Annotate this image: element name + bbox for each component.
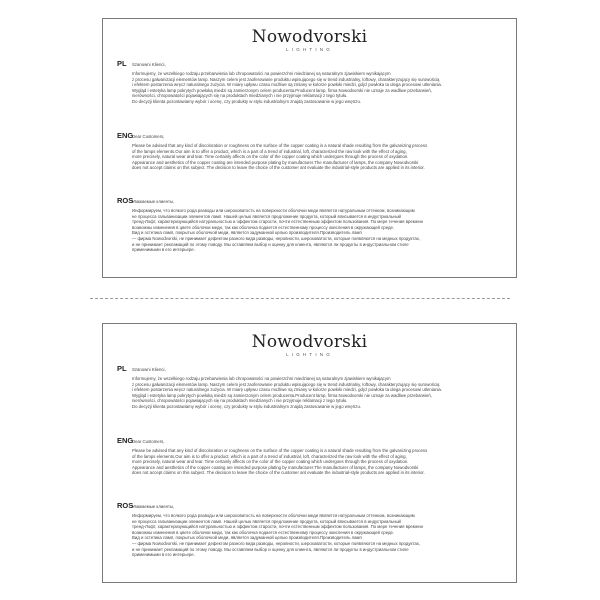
text-line: z procesu galwanizacji elementów lamp. Naszym celem jest zaoferowanie produktu wpisującego się w trend industrialny, loftowy, charakteryzujący się surowością (132, 381, 440, 387)
text-line: does not accept claims on this subject. The decision to leave the choice of the customer ant evaluate the industrial-style products are applied in its interior. (132, 165, 425, 171)
text-line: Do decyzji klienta pozostawiamy wybór i ocenę, czy produkty w stylu industrialnym znajdą zastosowanie w jego wnętrzu. (132, 99, 362, 105)
lang-label-ros: ROS (117, 501, 134, 510)
lang-label-pl: PL (117, 59, 127, 68)
text-line: nierówności, chropowatości pojawiających się na produktach miedzianych i nie przyjmuje reklamacji z tego tytułu. (132, 398, 348, 404)
text-line: Appearance and aesthetics of the copper coating are intended purpose plating by manufacturer.The manufacturer of lamps, the company Nowodvorski (132, 464, 419, 470)
section-ros (132, 504, 508, 558)
section-pl (132, 62, 508, 105)
text-line: Please be advised that any kind of discoloration or roughness on the surface of the copper coating is a natural shade resulting from the galvanizing process (132, 143, 428, 149)
text-line: тренд-Лофт, характеризующийся натуральностью и эффектом старости, почти естественным эффектом пользования. По мере течения времени (132, 219, 423, 225)
text-line: Вид и эстетика ламп, покрытых оболочкой меди, является задуманной целью производителя.Производитель ламп (132, 230, 362, 236)
text-line: Informujemy, że wszelkiego rodzaju przebarwienia lub chropowatości na powierzchni miedzianej są naturalnym zjawiskiem wynikającym (132, 376, 391, 382)
lang-label-pl: PL (117, 364, 127, 373)
text-line: Информируем, что всякого рода разводы или шероховатость на поверхности оболочки меди является натуральным оттенком, возникающим (132, 513, 415, 519)
lang-label-eng: ENG (117, 131, 134, 140)
section-eng (132, 134, 508, 171)
lang-label-ros: ROS (117, 196, 134, 205)
greeting-eng: Dear Customers, (132, 134, 165, 139)
section-eng (132, 439, 508, 476)
text-line: i efektem postarzenia wręcz naturalnego zużycia. W miarę upływu czasu możliwe są zmiany w kolorze powłoki miedzi, gdyż powłoka ta ulega procesowi utleniania. (132, 387, 442, 393)
text-line: Wygląd i estetyka lamp pokrytych powłoką miedzi są zamierzonym celem producenta.Producent lamp, firma Nowodvorski nie uznaje za wadliwe przebarwień, (132, 87, 432, 93)
text-line: — фирма Nowodvorski, не принимает дефектом разного вида разводы, неровности, шероховатости, которые появляются на медных продуктах, (132, 541, 421, 547)
text-line: z procesu galwanizacji elementów lamp. Naszym celem jest zaoferowanie produktu wpisującego się w trend industrialny, loftowy, charakteryzujący się surowością (132, 76, 440, 82)
text-line: of the lamps elements.Our aim is to offer a product, which is a part of a trend of industrial, loft, characterized the raw look with the effect of aging, (132, 453, 407, 459)
brand-logo (103, 332, 516, 357)
text-line: не процесса гальванизации элементов ламп. Нашей целью является предложение продукта, который вписывается в индустриальный (132, 213, 401, 219)
text-line: — фирма Nowodvorski, не принимает дефектом разного вида разводы, неровности, шероховатости, которые появляются на медных продуктах, (132, 236, 421, 242)
section-ros (132, 199, 508, 253)
brand-name: Nowodvorski (251, 27, 368, 47)
text-line: возможны изменения в цвете оболочки меди, так как оболочка подается естественному процессу окисления в окружающей среде. (132, 529, 395, 535)
greeting-eng: Dear Customers, (132, 439, 165, 444)
text-line: Wygląd i estetyka lamp pokrytych powłoką miedzi są zamierzonym celem producenta.Producent lamp, firma Nowodvorski nie uznaje za wadliwe przebarwień, (132, 392, 432, 398)
brand-tagline: LIGHTING (286, 352, 333, 357)
section-pl (132, 367, 508, 410)
text-line: Do decyzji klienta pozostawiamy wybór i ocenę, czy produkty w stylu industrialnym znajdą zastosowanie w jego wnętrzu. (132, 404, 362, 410)
text-line: Информируем, что всякого рода разводы или шероховатость на поверхности оболочки меди является натуральным оттенком, возникающим (132, 208, 415, 214)
text-line: Please be advised that any kind of discoloration or roughness on the surface of the copper coating is a natural shade resulting from the galvanizing process (132, 448, 428, 454)
brand-name: Nowodvorski (251, 332, 368, 352)
text-line: nierówności, chropowatości pojawiających się na produktach miedzianych i nie przyjmuje reklamacji z tego tytułu. (132, 93, 348, 99)
lang-label-eng: ENG (117, 436, 134, 445)
brand-tagline: LIGHTING (286, 47, 333, 52)
notice-card-bottom (102, 323, 517, 583)
greeting-pl: Szanowni Klienci, (132, 367, 166, 372)
text-line: возможны изменения в цвете оболочки меди, так как оболочка подается естественному процессу окисления в окружающей среде. (132, 224, 395, 230)
greeting-ros: Уважаемые клиенты, (132, 504, 175, 509)
text-line: не процесса гальванизации элементов ламп. Нашей целью является предложение продукта, который вписывается в индустриальный (132, 518, 401, 524)
text-line: применимыми в его интерьере. (132, 247, 195, 253)
text-line: и не принимает рекламаций по этому поводу. Мы оставляем выбор и оценку для клиента, являются ли продукты в индустриальном стиле (132, 241, 409, 247)
notice-card-top (102, 18, 517, 278)
text-line: i efektem postarzenia wręcz naturalnego zużycia. W miarę upływu czasu możliwe są zmiany w kolorze powłoki miedzi, gdyż powłoka ta ulega procesowi utleniania. (132, 82, 442, 88)
text-line: of the lamps elements.Our aim is to offer a product, which is a part of a trend of industrial, loft, characterized the raw look with the effect of aging, (132, 148, 407, 154)
text-line: does not accept claims on this subject. The decision to leave the choice of the customer ant evaluate the industrial-style products are applied in its interior. (132, 470, 425, 476)
greeting-ros: Уважаемые клиенты, (132, 199, 175, 204)
text-line: Appearance and aesthetics of the copper coating are intended purpose plating by manufacturer.The manufacturer of lamps, the company Nowodvorski (132, 159, 419, 165)
text-line: Вид и эстетика ламп, покрытых оболочкой меди, является задуманной целью производителя.Производитель ламп (132, 535, 362, 541)
greeting-pl: Szanowni Klienci, (132, 62, 166, 67)
text-line: тренд-Лофт, характеризующийся натуральностью и эффектом старости, почти естественным эффектом пользования. По мере течения времени (132, 524, 423, 530)
text-line: применимыми в его интерьере. (132, 552, 195, 558)
cut-line-divider (90, 298, 510, 299)
text-line: more precisely, natural wear and tear. Time certainly affects on the color of the copper coating which undergoes through the process of oxydation. (132, 154, 409, 160)
text-line: more precisely, natural wear and tear. Time certainly affects on the color of the copper coating which undergoes through the process of oxydation. (132, 459, 409, 465)
text-line: и не принимает рекламаций по этому поводу. Мы оставляем выбор и оценку для клиента, являются ли продукты в индустриальном стиле (132, 546, 409, 552)
brand-logo (103, 27, 516, 52)
text-line: Informujemy, że wszelkiego rodzaju przebarwienia lub chropowatości na powierzchni miedzianej są naturalnym zjawiskiem wynikającym (132, 71, 391, 77)
